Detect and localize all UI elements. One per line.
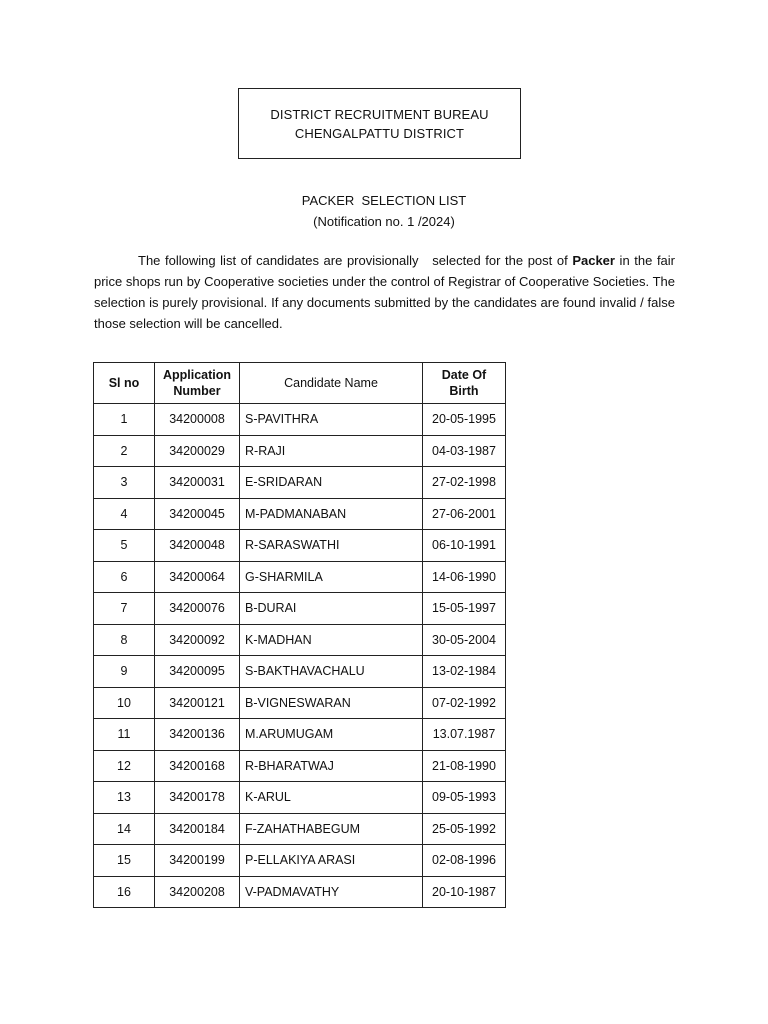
cell-candidate-name: F-ZAHATHABEGUM xyxy=(240,813,423,845)
cell-application-number: 34200045 xyxy=(155,498,240,530)
cell-application-number: 34200031 xyxy=(155,467,240,499)
cell-sl-no: 6 xyxy=(94,561,155,593)
cell-sl-no: 10 xyxy=(94,687,155,719)
cell-date-of-birth: 21-08-1990 xyxy=(423,750,506,782)
cell-application-number: 34200048 xyxy=(155,530,240,562)
table-body xyxy=(94,404,506,908)
cell-application-number: 34200029 xyxy=(155,435,240,467)
district-name: CHENGALPATTU DISTRICT xyxy=(294,125,465,141)
cell-date-of-birth: 27-02-1998 xyxy=(423,467,506,499)
cell-application-number: 34200184 xyxy=(155,813,240,845)
table-row xyxy=(94,750,506,782)
cell-application-number: 34200008 xyxy=(155,404,240,436)
header-date-of-birth: Date Of Birth xyxy=(423,363,506,404)
cell-application-number: 34200092 xyxy=(155,624,240,656)
cell-sl-no: 3 xyxy=(94,467,155,499)
list-title: PACKER SELECTION LIST xyxy=(301,193,467,208)
cell-application-number: 34200121 xyxy=(155,687,240,719)
cell-application-number: 34200208 xyxy=(155,876,240,908)
cell-candidate-name: B-VIGNESWARAN xyxy=(240,687,423,719)
table-row xyxy=(94,467,506,499)
cell-sl-no: 1 xyxy=(94,404,155,436)
cell-date-of-birth: 07-02-1992 xyxy=(423,687,506,719)
cell-candidate-name: R-RAJI xyxy=(240,435,423,467)
document-title xyxy=(0,190,768,232)
bureau-header-box xyxy=(238,88,521,159)
cell-application-number: 34200064 xyxy=(155,561,240,593)
cell-application-number: 34200136 xyxy=(155,719,240,751)
cell-sl-no: 15 xyxy=(94,845,155,877)
cell-candidate-name: V-PADMAVATHY xyxy=(240,876,423,908)
table-row xyxy=(94,404,506,436)
cell-sl-no: 12 xyxy=(94,750,155,782)
cell-sl-no: 16 xyxy=(94,876,155,908)
cell-candidate-name: R-SARASWATHI xyxy=(240,530,423,562)
cell-candidate-name: R-BHARATWAJ xyxy=(240,750,423,782)
cell-sl-no: 13 xyxy=(94,782,155,814)
cell-date-of-birth: 13.07.1987 xyxy=(423,719,506,751)
cell-sl-no: 9 xyxy=(94,656,155,688)
cell-candidate-name: S-BAKTHAVACHALU xyxy=(240,656,423,688)
cell-sl-no: 7 xyxy=(94,593,155,625)
table-row xyxy=(94,813,506,845)
table-row xyxy=(94,656,506,688)
table-row xyxy=(94,530,506,562)
cell-candidate-name: K-MADHAN xyxy=(240,624,423,656)
table-row xyxy=(94,782,506,814)
intro-text-part1: The following list of candidates are provisionally selected for the post of xyxy=(138,253,573,268)
cell-application-number: 34200199 xyxy=(155,845,240,877)
cell-candidate-name: E-SRIDARAN xyxy=(240,467,423,499)
cell-date-of-birth: 27-06-2001 xyxy=(423,498,506,530)
cell-sl-no: 2 xyxy=(94,435,155,467)
cell-date-of-birth: 13-02-1984 xyxy=(423,656,506,688)
table-row xyxy=(94,624,506,656)
bureau-name: DISTRICT RECRUITMENT BUREAU xyxy=(270,106,489,122)
cell-candidate-name: K-ARUL xyxy=(240,782,423,814)
cell-sl-no: 5 xyxy=(94,530,155,562)
header-sl-no: Sl no xyxy=(94,363,155,404)
intro-post-name: Packer xyxy=(572,253,615,268)
table-row xyxy=(94,845,506,877)
cell-date-of-birth: 09-05-1993 xyxy=(423,782,506,814)
cell-candidate-name: G-SHARMILA xyxy=(240,561,423,593)
cell-date-of-birth: 20-05-1995 xyxy=(423,404,506,436)
table-row xyxy=(94,435,506,467)
table-row xyxy=(94,719,506,751)
table-header-row xyxy=(94,363,506,404)
cell-sl-no: 14 xyxy=(94,813,155,845)
cell-candidate-name: P-ELLAKIYA ARASI xyxy=(240,845,423,877)
header-application-number: Application Number xyxy=(155,363,240,404)
intro-paragraph xyxy=(94,250,675,334)
cell-candidate-name: M-PADMANABAN xyxy=(240,498,423,530)
cell-date-of-birth: 20-10-1987 xyxy=(423,876,506,908)
table-row xyxy=(94,593,506,625)
cell-application-number: 34200076 xyxy=(155,593,240,625)
cell-application-number: 34200095 xyxy=(155,656,240,688)
cell-date-of-birth: 15-05-1997 xyxy=(423,593,506,625)
cell-date-of-birth: 25-05-1992 xyxy=(423,813,506,845)
cell-candidate-name: M.ARUMUGAM xyxy=(240,719,423,751)
intro-text-part2: in the fair price shops run by Cooperative societies under the control of Registrar of Cooperative Societies. The selection is purely provisional. If any documents submitted by the candidates are found invalid / false those selection will be cancelled. xyxy=(94,253,675,331)
cell-candidate-name: S-PAVITHRA xyxy=(240,404,423,436)
cell-application-number: 34200168 xyxy=(155,750,240,782)
cell-application-number: 34200178 xyxy=(155,782,240,814)
cell-sl-no: 11 xyxy=(94,719,155,751)
cell-sl-no: 4 xyxy=(94,498,155,530)
cell-date-of-birth: 04-03-1987 xyxy=(423,435,506,467)
cell-date-of-birth: 06-10-1991 xyxy=(423,530,506,562)
selection-table xyxy=(93,362,506,908)
cell-date-of-birth: 30-05-2004 xyxy=(423,624,506,656)
header-candidate-name: Candidate Name xyxy=(240,363,423,404)
cell-sl-no: 8 xyxy=(94,624,155,656)
cell-candidate-name: B-DURAI xyxy=(240,593,423,625)
cell-date-of-birth: 02-08-1996 xyxy=(423,845,506,877)
notification-number: (Notification no. 1 /2024) xyxy=(313,214,455,229)
table-row xyxy=(94,498,506,530)
table-row xyxy=(94,687,506,719)
table-row xyxy=(94,876,506,908)
table-row xyxy=(94,561,506,593)
cell-date-of-birth: 14-06-1990 xyxy=(423,561,506,593)
